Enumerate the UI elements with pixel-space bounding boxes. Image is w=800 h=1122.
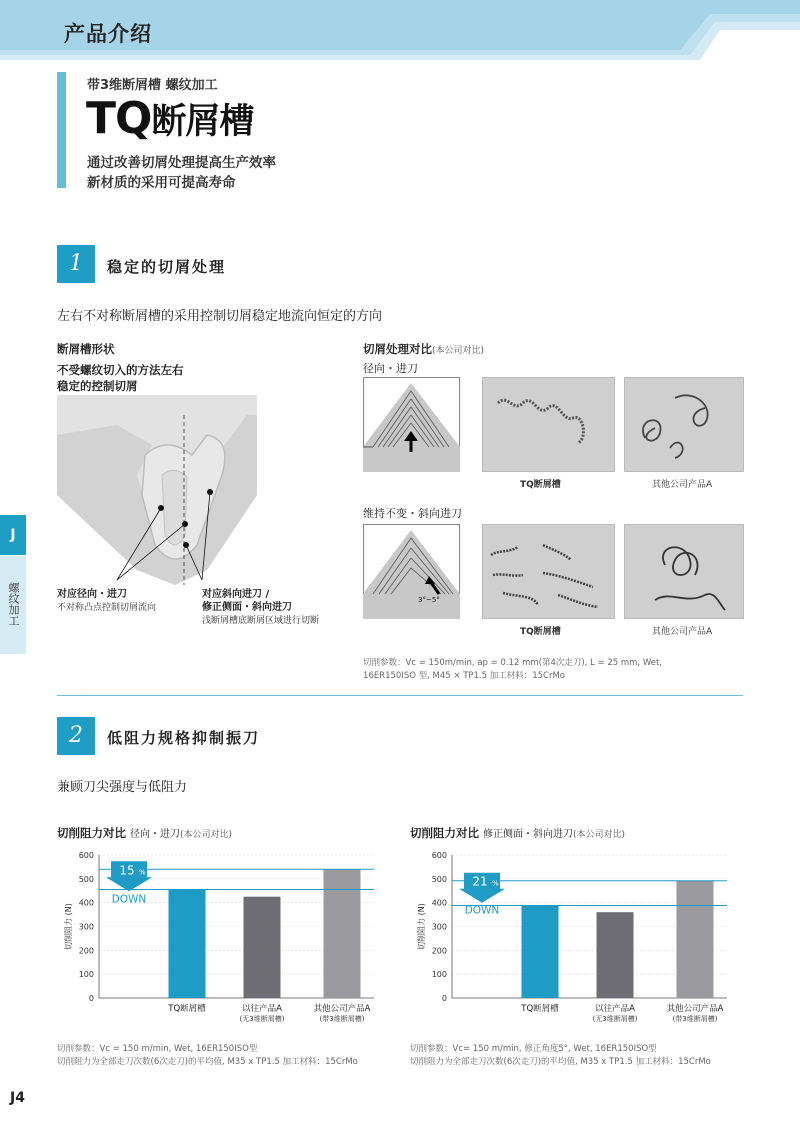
comparison-notes <box>363 657 662 683</box>
section-1-number: 1 <box>57 245 95 283</box>
hero-title-latin: TQ <box>86 93 152 144</box>
x-tick-note: (无3维断屑槽) <box>592 1015 638 1023</box>
comparison-heading-note: (本公司对比) <box>432 346 485 356</box>
callout-right-2: 修正侧面・斜向进刀 <box>202 602 292 613</box>
y-tick-label: 500 <box>78 874 94 884</box>
x-tick-note: (无3维断屑槽) <box>239 1015 285 1023</box>
right-chart-note-2: 切削阻力为全部走刀次数(6次走刀)的平均值, M35 x TP1.5 加工材料：15CrMo <box>410 1057 711 1067</box>
hero-subtitle: 带3维断屑槽 螺纹加工 <box>87 78 218 93</box>
bar-3 <box>677 881 714 998</box>
right-chart-heading <box>410 825 625 841</box>
left-chart-note-1: 切削参数：Vc = 150 m/min, Wet, 16ER150ISO型 <box>57 1044 258 1054</box>
other-label-radial: 其他公司产品A <box>652 480 713 490</box>
right-chart-heading-sub: 修正侧面・斜向进刀 <box>483 829 574 840</box>
right-chart-notes <box>410 1043 711 1069</box>
hero-tagline-2: 新材质的采用可提高寿命 <box>87 175 236 191</box>
y-tick-label: 0 <box>88 994 94 1003</box>
right-chart-heading-note: (本公司对比) <box>573 830 626 840</box>
bar-1 <box>522 906 559 998</box>
comparison-note-1: 切削参数：Vc = 150m/min, ap = 0.12 mm(第4次走刀), L = 25 mm, Wet, <box>363 658 662 668</box>
y-tick-label: 300 <box>431 922 447 932</box>
y-tick-label: 200 <box>78 946 94 956</box>
shape-heading: 断屑槽形状 <box>57 342 115 356</box>
bar-1 <box>169 890 206 998</box>
left-chart-heading <box>57 825 232 841</box>
comparison-note-2: 16ER150ISO 型, M45 × TP1.5 加工材料：15CrMo <box>363 671 566 681</box>
section-2-title: 低阻力规格抑制振刀 <box>107 729 261 747</box>
right-chart-note-1: 切削参数：Vc= 150 m/min, 修正角度5°, Wet, 16ER150ISO型 <box>410 1044 657 1054</box>
shape-desc-2: 稳定的控制切屑 <box>57 379 138 393</box>
left-chart-heading-note: (本公司对比) <box>180 830 233 840</box>
comparison-row1-label: 径向・进刀 <box>363 362 418 375</box>
y-tick-label: 400 <box>431 898 447 908</box>
annotation-down: DOWN <box>464 904 500 917</box>
x-tick-note: (带3维断屑槽) <box>319 1015 365 1023</box>
callout-right-3: 浅断屑槽底断屑区域进行切断 <box>202 616 320 626</box>
cutting-force-chart-radial <box>57 845 390 1035</box>
y-tick-label: 300 <box>78 922 94 932</box>
section-1-title: 稳定的切屑处理 <box>107 258 227 276</box>
callout-left-1: 对应径向・进刀 <box>57 589 127 600</box>
sidebar-tab-label: 螺纹加工 <box>7 582 20 626</box>
hero-taglines <box>87 153 276 193</box>
chipbreaker-shape-illustration <box>57 395 272 585</box>
bar-2 <box>597 912 634 998</box>
cutting-force-chart-oblique <box>410 845 743 1035</box>
x-tick-label: TQ断屑槽 <box>521 1004 559 1014</box>
x-tick-label: 以往产品A <box>595 1004 635 1014</box>
comparison-row2-label: 维持不变・斜向进刀 <box>363 507 462 520</box>
y-tick-label: 0 <box>441 994 447 1003</box>
angle-label: 3°~5° <box>418 596 440 604</box>
x-tick-label: TQ断屑槽 <box>168 1004 206 1014</box>
sidebar-tab-letter[interactable]: J <box>0 515 26 555</box>
left-chart-notes <box>57 1043 358 1069</box>
other-chip-photo-oblique <box>624 524 744 619</box>
hero-tagline-1: 通过改善切屑处理提高生产效率 <box>87 155 276 171</box>
y-tick-label: 500 <box>431 874 447 884</box>
y-tick-label: 400 <box>78 898 94 908</box>
page-number: J4 <box>10 1090 25 1106</box>
annotation-unit: % <box>139 868 146 877</box>
hero-title-cn: 断屑槽 <box>151 102 254 142</box>
x-tick-label: 其他公司产品A <box>313 1004 371 1014</box>
tq-label-oblique: TQ断屑槽 <box>520 627 561 637</box>
callout-right-1: 对应斜向进刀 / <box>202 589 270 600</box>
tq-chip-photo-radial <box>482 377 615 472</box>
section-divider <box>57 695 743 696</box>
other-chip-photo-radial <box>624 377 744 472</box>
x-tick-note: (带3维断屑槽) <box>672 1015 718 1023</box>
comparison-heading <box>363 341 484 357</box>
bar-2 <box>244 897 281 998</box>
x-tick-label: 以往产品A <box>242 1004 282 1014</box>
annotation-percent: 21 <box>472 874 488 889</box>
hero-title <box>86 93 253 144</box>
y-axis-label: 切削阻力 (N) <box>64 903 73 950</box>
sidebar-tab-label-box[interactable] <box>0 556 26 654</box>
page-header-title: 产品介绍 <box>64 22 152 46</box>
y-axis-label: 切削阻力 (N) <box>417 903 426 950</box>
bar-3 <box>324 869 361 998</box>
comparison-heading-text: 切屑处理对比 <box>363 342 432 356</box>
section-2-lead: 兼顾刀尖强度与低阻力 <box>57 780 188 795</box>
callout-left-2: 不对称凸点控制切屑流向 <box>57 603 157 613</box>
y-tick-label: 600 <box>431 851 447 860</box>
annotation-down: DOWN <box>111 893 147 906</box>
annotation-percent: 15 <box>119 863 135 878</box>
tq-label-radial: TQ断屑槽 <box>520 480 561 490</box>
y-tick-label: 100 <box>431 970 447 980</box>
right-chart-heading-text: 切削阻力对比 <box>410 826 479 840</box>
section-2-number: 2 <box>57 717 95 755</box>
tq-chip-photo-oblique <box>482 524 615 619</box>
left-chart-note-2: 切削阻力为全部走刀次数(6次走刀)的平均值, M35 x TP1.5 加工材料：15CrMo <box>57 1057 358 1067</box>
other-label-oblique: 其他公司产品A <box>652 627 713 637</box>
radial-feed-diagram <box>363 377 460 472</box>
y-tick-label: 100 <box>78 970 94 980</box>
y-tick-label: 200 <box>431 946 447 956</box>
oblique-feed-diagram <box>363 524 460 619</box>
y-tick-label: 600 <box>78 851 94 860</box>
left-chart-heading-sub: 径向・进刀 <box>130 829 181 840</box>
x-tick-label: 其他公司产品A <box>666 1004 724 1014</box>
section-1-lead: 左右不对称断屑槽的采用控制切屑稳定地流向恒定的方向 <box>57 309 383 324</box>
hero-accent-bar <box>57 72 66 188</box>
shape-desc-1: 不受螺纹切入的方法左右 <box>57 363 184 377</box>
left-chart-heading-text: 切削阻力对比 <box>57 826 126 840</box>
annotation-unit: % <box>492 879 499 888</box>
